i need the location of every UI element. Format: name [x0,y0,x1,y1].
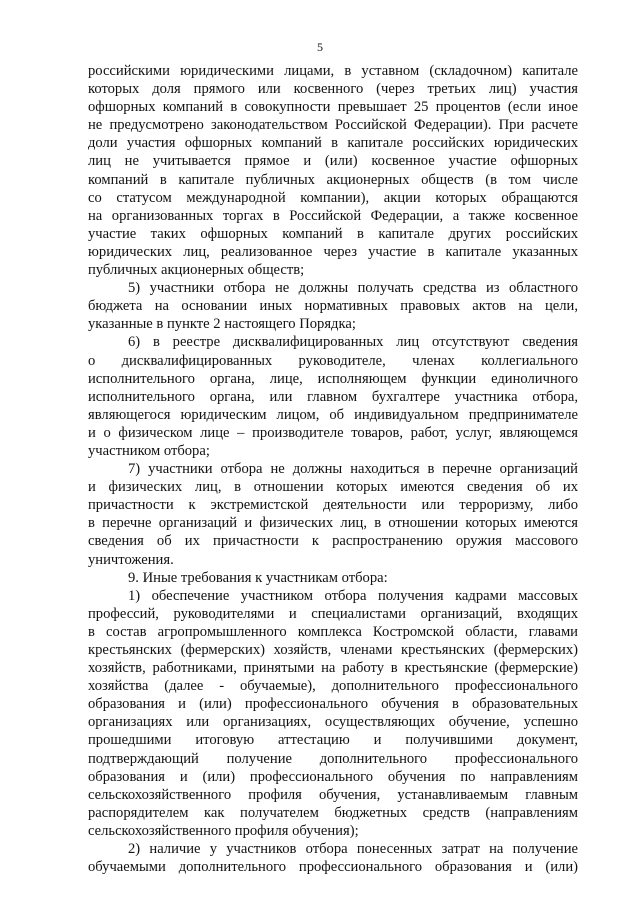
text-line: хозяйств, работниками, принятыми на работу в крестьянские (фермерские) [88,660,578,677]
text-line: образования и (или) профессионального обучения по направлениям [88,768,578,785]
text-line: бюджета на основании иных нормативных правовых актов на цели, [88,298,578,315]
text-line: участие таких офшорных компаний в капитале других российских [88,225,578,242]
text-line: обучаемыми дополнительного профессионального образования и (или) [88,859,578,876]
text-line: и физических лиц, в отношении которых имеются сведения об их [88,479,578,496]
text-line: 6) в реестре дисквалифицированных лиц отсутствуют сведения [128,334,578,351]
text-line: компаний в капитале публичных акционерных обществ (в том числе [88,171,578,188]
text-line: хозяйства (далее - обучаемые), дополнительного профессионального [88,678,578,695]
text-line: юридических лиц, реализованное через участие в капитале указанных [88,243,578,260]
text-line: исполнительного органа, или главном бухгалтере участника отбора, [88,388,578,405]
text-line: организациях или организациях, осуществляющих обучение, успешно [88,714,578,731]
text-line: участником отбора; [88,442,210,459]
text-line: указанные в пункте 2 настоящего Порядка; [88,316,356,333]
text-line: доли участия офшорных компаний в капитале российских юридических [88,135,578,152]
text-line: образования и (или) профессионального обучения в образовательных [88,696,578,713]
text-line: российскими юридическими лицами, в уставном (складочном) капитале [88,63,578,79]
text-line: 5) участники отбора не должны получать средства из областного [128,280,578,297]
text-line: распорядителем как получателем бюджетных средств (направлениям [88,804,578,821]
text-line: 7) участники отбора не должны находиться в перечне организаций [128,461,578,478]
text-line: исполнительного органа, лице, исполняющем функции единоличного [88,370,578,387]
text-line: прошедшими итоговую аттестацию и получившими документ, [88,732,578,749]
text-line: которых доля прямого или косвенного (через третьих лиц) участия [88,81,578,98]
text-line: в перечне организаций и физических лиц, в отношении которых имеются [88,515,578,532]
text-line: на организованных торгах в Российской Федерации, а также косвенное [88,207,578,224]
text-line: со статусом международной компании), акции которых обращаются [88,189,578,206]
text-line: в состав агропромышленного комплекса Костромской области, главами [88,623,578,640]
text-line: являющегося юридическим лицом, об индивидуальном предпринимателе [88,406,578,423]
page-number: 5 [317,40,323,54]
text-line: уничтожения. [88,551,174,568]
text-line: крестьянских (фермерских) хозяйств, членами крестьянских (фермерских) [88,642,578,658]
text-line: 2) наличие у участников отбора понесенных затрат на получение [128,841,578,858]
text-line: 9. Иные требования к участникам отбора: [128,569,388,586]
text-line: профессий, руководителями и специалистами организаций, входящих [88,605,578,622]
text-line: сельскохозяйственного профиля обучения); [88,822,359,839]
text-line: публичных акционерных обществ; [88,262,305,279]
text-line: офшорных компаний в совокупности превышает 25 процентов (если иное [88,99,578,116]
text-line: сельскохозяйственного профиля обучения, устанавливаемым главным [88,786,578,803]
text-line: не предусмотрено законодательством Российской Федерации). При расчете [88,117,578,134]
text-line: подтверждающий получение дополнительного профессионального [88,750,578,767]
document-body [88,62,578,876]
text-line: 1) обеспечение участником отбора получения кадрами массовых [128,587,578,604]
text-line: лиц не учитывается прямое и (или) косвенное участие офшорных [88,153,578,170]
text-line: сведения об их причастности к распространению оружия массового [88,533,578,550]
text-line: о дисквалифицированных руководителе, членах коллегиального [88,352,578,369]
text-line: причастности к экстремистской деятельности или терроризму, либо [88,497,578,514]
text-line: и о физическом лице – производителе товаров, работ, услуг, являющемся [88,424,578,441]
